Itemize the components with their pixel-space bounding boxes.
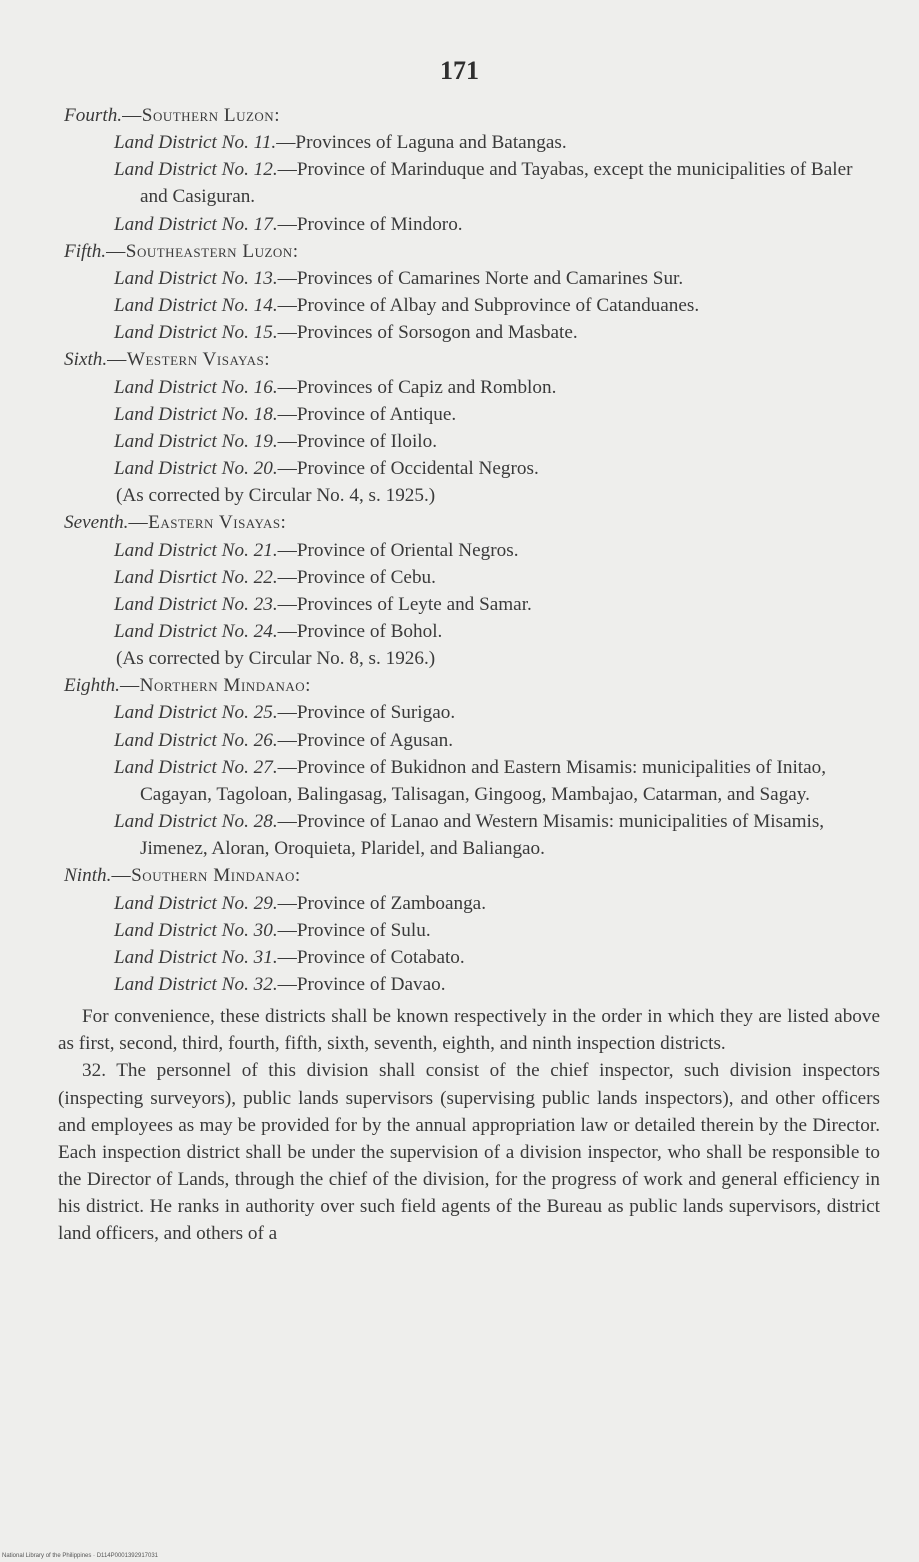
district-label: Land District No. 28. <box>114 811 278 833</box>
correction-note: (As corrected by Circular No. 4, s. 1925.) <box>116 485 436 507</box>
district-label: Land District No. 15. <box>114 322 278 344</box>
section-ordinal: Fourth. <box>64 105 123 126</box>
district-description: —Province of Cotabato. <box>277 946 465 968</box>
section-region: —Western Visayas: <box>107 349 271 371</box>
district-description: —Provinces of Sorsogon and Masbate. <box>277 322 578 344</box>
section-region: —Southern Mindanao: <box>111 865 301 887</box>
land-district-entry <box>58 808 880 862</box>
district-description: —Province of Occidental Negros. <box>277 458 539 480</box>
land-district-entry <box>58 699 880 726</box>
district-description: —Province of Bukidnon and Eastern Misamis: municipalities of Initao, Cagayan, Tagoloan, Balingasag, Talisagan, Gingoog, Mambajao, Catarman, and Sagay. <box>140 756 827 805</box>
district-description: —Province of Lanao and Western Misamis: municipalities of Misamis, Jimenez, Aloran, Oroquieta, Plaridel, and Baliangao. <box>140 811 825 860</box>
section-region: —Southern Luzon: <box>122 105 281 126</box>
land-district-entry <box>58 211 880 238</box>
district-description: —Province of Bohol. <box>277 620 443 642</box>
section-region: —Southeastern Luzon: <box>106 240 299 262</box>
land-district-entry <box>58 564 880 591</box>
district-description: —Province of Zamboanga. <box>277 892 486 914</box>
district-description: —Province of Sulu. <box>277 919 431 941</box>
district-description: —Province of Albay and Subprovince of Catanduanes. <box>277 295 700 317</box>
district-label: Land District No. 32. <box>114 974 278 995</box>
district-description: —Province of Mindoro. <box>277 213 463 235</box>
district-label: Land District No. 26. <box>114 729 278 751</box>
district-label: Land District No. 31. <box>114 946 278 968</box>
district-description: —Provinces of Leyte and Samar. <box>277 593 532 615</box>
district-group <box>58 102 880 238</box>
district-label: Land Disrtict No. 22. <box>114 566 278 588</box>
land-district-entry <box>58 129 880 156</box>
land-district-entry <box>58 727 880 754</box>
section-ordinal: Seventh. <box>64 512 129 534</box>
district-description: —Provinces of Laguna and Batangas. <box>276 132 567 154</box>
district-description: —Province of Oriental Negros. <box>277 539 519 561</box>
district-label: Land District No. 17. <box>114 213 278 235</box>
district-label: Land District No. 24. <box>114 620 278 642</box>
district-description: —Province of Antique. <box>277 403 457 425</box>
district-group <box>58 509 880 672</box>
land-district-entry <box>58 156 880 210</box>
land-district-entry <box>58 618 880 645</box>
district-group <box>58 862 880 998</box>
land-district-entry <box>58 319 880 346</box>
land-district-entry <box>58 374 880 401</box>
land-district-entry <box>58 401 880 428</box>
district-label: Land District No. 18. <box>114 403 278 425</box>
district-label: Land District No. 20. <box>114 458 278 480</box>
district-group <box>58 672 880 862</box>
section-region: —Northern Mindanao: <box>119 675 311 697</box>
land-district-entry <box>58 944 880 971</box>
district-description: —Province of Iloilo. <box>277 430 437 452</box>
district-label: Land District No. 12. <box>114 159 278 181</box>
section-ordinal: Fifth. <box>64 240 107 262</box>
land-district-entry <box>58 971 880 998</box>
land-district-entry <box>58 428 880 455</box>
district-label: Land District No. 23. <box>114 593 278 615</box>
section-heading <box>58 346 880 373</box>
district-description: —Province of Surigao. <box>277 702 456 724</box>
district-description: —Province of Agusan. <box>277 729 453 751</box>
district-label: Land District No. 27. <box>114 756 278 778</box>
document-body <box>58 102 880 1248</box>
district-group <box>58 346 880 509</box>
district-description: —Provinces of Capiz and Romblon. <box>277 376 557 398</box>
section-ordinal: Ninth. <box>64 865 112 887</box>
district-label: Land District No. 29. <box>114 892 278 914</box>
district-label: Land District No. 14. <box>114 295 278 317</box>
land-district-entry <box>58 537 880 564</box>
land-district-entry <box>58 754 880 808</box>
section-heading <box>58 102 880 129</box>
district-label: Land District No. 16. <box>114 376 278 398</box>
section-ordinal: Eighth. <box>64 675 120 697</box>
district-label: Land District No. 11. <box>114 132 277 154</box>
page-number: 171 <box>440 56 479 85</box>
library-credit: National Library of the Philippines · D114P0001392917031 <box>2 1553 158 1559</box>
district-description: —Province of Cebu. <box>277 566 436 588</box>
district-group <box>58 238 880 347</box>
land-district-entry <box>58 917 880 944</box>
district-description: —Province of Davao. <box>277 974 446 995</box>
land-district-entry <box>58 890 880 917</box>
body-paragraph: 32. The personnel of this division shall consist of the chief inspector, such division inspectors (inspecting surveyors), public lands supervisors (supervising public lands inspectors), and other officers and employees as may be provided for by the annual appropriation law or detailed therein by the Director. Each inspection district shall be under the supervision of a division inspector, who shall be responsible to the Director of Lands, through the chief of the division, for the progress of work and general efficiency in his district. He ranks in authority over such field agents of the Bureau as public lands supervisors, district land officers, and others of a <box>58 1060 880 1245</box>
land-district-entry <box>58 591 880 618</box>
land-district-entry <box>58 265 880 292</box>
land-district-entry <box>58 292 880 319</box>
district-label: Land District No. 13. <box>114 267 278 289</box>
section-heading <box>58 862 880 889</box>
district-label: Land District No. 19. <box>114 430 278 452</box>
land-district-entry <box>58 455 880 482</box>
district-label: Land District No. 21. <box>114 539 278 561</box>
section-ordinal: Sixth. <box>64 349 108 371</box>
district-description: —Province of Marinduque and Tayabas, except the municipalities of Baler and Casiguran. <box>140 159 853 208</box>
district-label: Land District No. 25. <box>114 702 278 724</box>
section-region: —Eastern Visayas: <box>128 512 287 534</box>
correction-note: (As corrected by Circular No. 8, s. 1926.) <box>116 648 436 670</box>
district-description: —Provinces of Camarines Norte and Camarines Sur. <box>277 267 684 289</box>
district-label: Land District No. 30. <box>114 919 278 941</box>
section-heading <box>58 672 880 699</box>
section-heading <box>58 509 880 536</box>
section-heading <box>58 238 880 265</box>
body-paragraph: For convenience, these districts shall be known respectively in the order in which they are listed above as first, second, third, fourth, fifth, sixth, seventh, eighth, and ninth inspection districts. <box>58 1006 880 1055</box>
